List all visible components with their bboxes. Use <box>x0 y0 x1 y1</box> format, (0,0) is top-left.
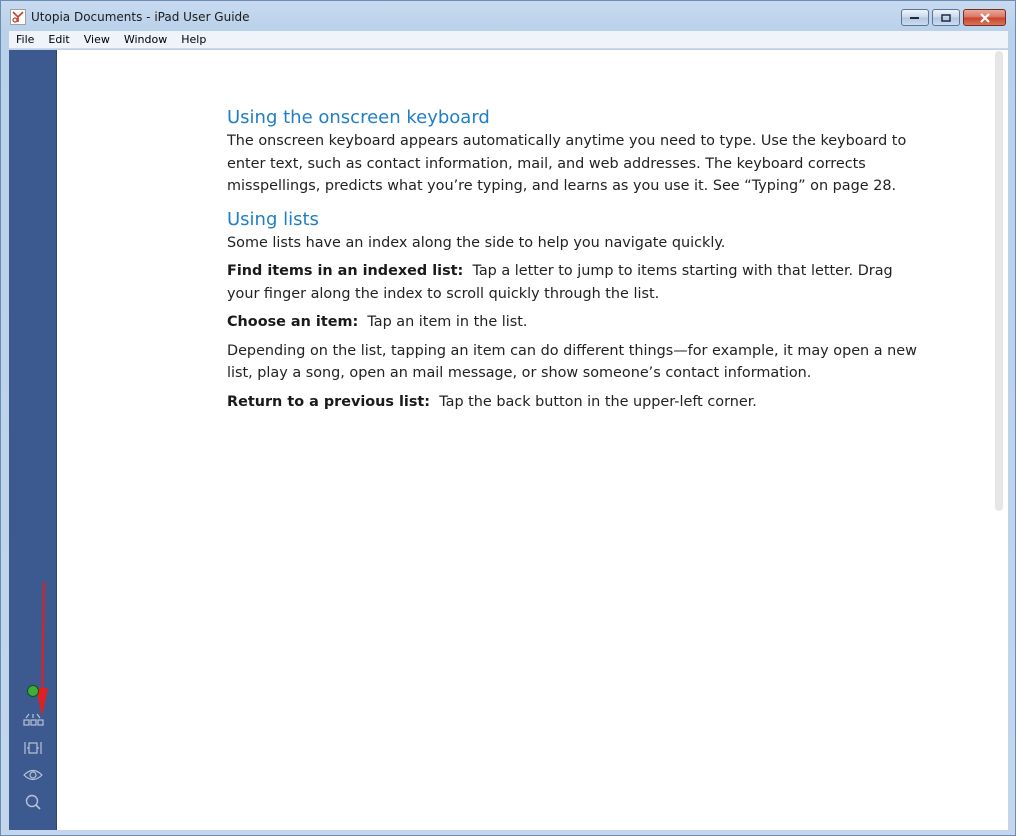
menu-edit[interactable]: Edit <box>48 32 70 46</box>
paragraph <box>227 260 927 305</box>
sidebar <box>9 50 57 830</box>
paragraph <box>227 311 927 334</box>
item-text: Tap a letter to jump to items starting with that letter. Drag your finger along the index to scroll quickly through the list. <box>227 263 893 302</box>
item-label: Choose an item: <box>227 314 359 330</box>
status-indicator[interactable] <box>9 680 57 702</box>
restore-button[interactable] <box>932 9 960 26</box>
status-dot-icon <box>26 684 40 698</box>
document-page <box>227 106 927 413</box>
restore-icon <box>941 14 951 22</box>
network-button[interactable] <box>9 709 57 731</box>
view-button[interactable] <box>9 764 57 786</box>
window-title: Utopia Documents - iPad User Guide <box>31 10 250 24</box>
menu-help[interactable]: Help <box>181 32 207 46</box>
menu-file[interactable]: File <box>16 32 35 46</box>
item-label: Return to a previous list: <box>227 393 431 410</box>
vertical-scrollbar[interactable] <box>991 50 1008 830</box>
fit-page-icon <box>23 740 43 756</box>
document-view[interactable] <box>57 50 1008 830</box>
paragraph: Some lists have an index along the side to help you navigate quickly. <box>227 234 726 251</box>
section-heading: Using the onscreen keyboard <box>227 107 490 128</box>
title-bar[interactable] <box>1 1 1015 31</box>
section-heading: Using lists <box>227 208 319 230</box>
paragraph: The onscreen keyboard appears automatically anytime you need to type. Use the keyboard to enter text, such as contact information, mail, and web addresses. The keyboard corrects misspellings, predicts what you’re typing, and learns as you use it. See “Typing” on page 28. <box>227 133 907 194</box>
minimize-button[interactable] <box>901 9 929 26</box>
close-icon <box>979 13 991 23</box>
eye-icon <box>22 768 44 782</box>
network-icon <box>22 712 44 728</box>
search-button[interactable] <box>9 791 57 813</box>
search-icon <box>24 793 42 811</box>
item-text: Tap the back button in the upper-left corner. <box>439 393 757 410</box>
close-button[interactable] <box>963 9 1006 26</box>
paragraph: Depending on the list, tapping an item can do different things—for example, it may open a new list, play a song, open an mail message, or show someone’s contact information. <box>227 342 917 381</box>
window-controls <box>901 9 1006 27</box>
menu-window[interactable]: Window <box>123 32 168 46</box>
section-using-lists <box>227 208 927 414</box>
app-logo-icon <box>10 9 26 25</box>
fit-page-button[interactable] <box>9 737 57 759</box>
menu-bar <box>9 31 1008 49</box>
item-text: Tap an item in the list. <box>367 314 528 330</box>
paragraph <box>227 391 927 414</box>
item-label: Find items in an indexed list: <box>227 263 464 279</box>
menu-view[interactable]: View <box>83 32 110 46</box>
minimize-icon <box>910 16 920 20</box>
scrollbar-thumb[interactable] <box>995 51 1003 511</box>
